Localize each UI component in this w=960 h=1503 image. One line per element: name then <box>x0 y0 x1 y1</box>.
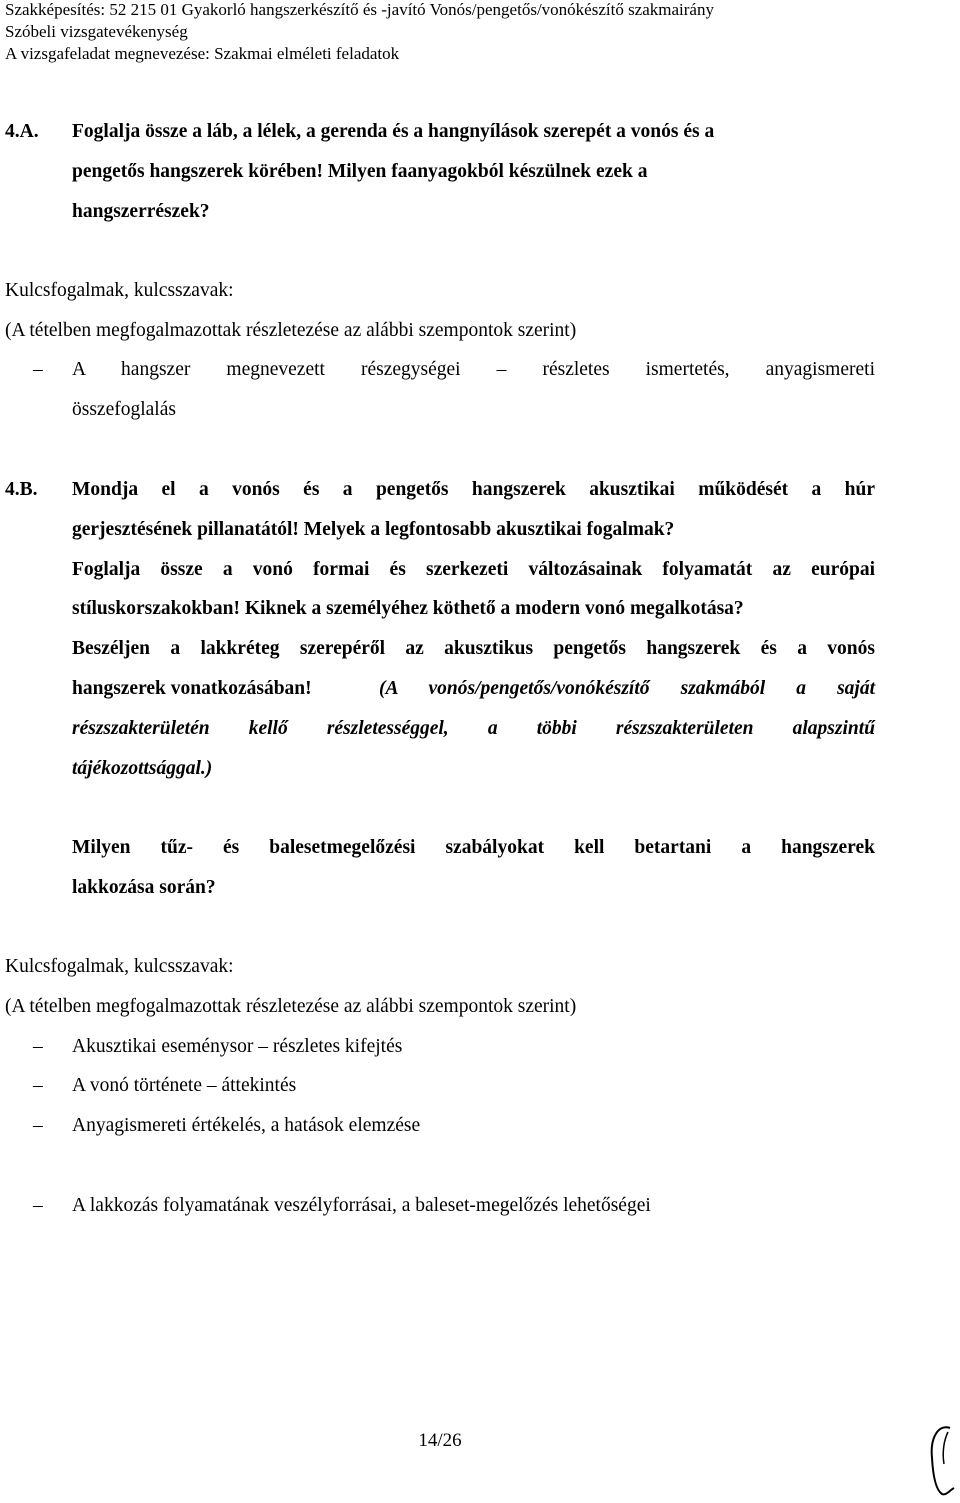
task-b-note-part-1: (A vonós/pengetős/vonókészítő szakmából a saját <box>379 678 875 699</box>
task-a-line-1: Foglalja össze a láb, a lélek, a gerenda és a hangnyílások szerepét a vonós és a <box>72 121 715 142</box>
header-task-name: A vizsgafeladat megnevezése: Szakmai elméleti feladatok <box>5 44 400 63</box>
task-a-bullet-line-2: összefoglalás <box>72 399 176 420</box>
task-b-line-4: stíluskorszakokban! Kiknek a személyéhez köthető a modern vonó megalkotása? <box>72 598 744 619</box>
bullet-dash-icon: – <box>33 1195 43 1216</box>
header-exam-activity: Szóbeli vizsgatevékenység <box>5 22 188 41</box>
task-b-line-2: gerjesztésének pillanatától! Melyek a legfontosabb akusztikai fogalmak? <box>72 519 675 540</box>
task-b-line-6 <box>72 677 312 701</box>
bullet-dash-icon: – <box>33 1036 43 1057</box>
task-b-keywords-title: Kulcsfogalmak, kulcsszavak: <box>5 956 234 977</box>
header-qualification: Szakképesítés: 52 215 01 Gyakorló hangszerkészítő és -javító Vonós/pengetős/vonókészítő szakmairány <box>5 0 714 19</box>
signature-mark-icon <box>920 1418 960 1500</box>
task-a-bullet-line-1: A hangszer megnevezett részegységei – részletes ismertetés, anyagismereti <box>72 359 875 380</box>
task-a-line-2: pengetős hangszerek körében! Milyen faanyagokból készülnek ezek a <box>72 161 648 182</box>
bullet-dash-icon: – <box>33 1115 43 1136</box>
task-b-bullet-3: Anyagismereti értékelés, a hatások elemzése <box>72 1115 421 1136</box>
task-b-line-5: Beszéljen a lakkréteg szerepéről az akusztikus pengetős hangszerek és a vonós <box>72 638 875 659</box>
bullet-dash-icon: – <box>33 1075 43 1096</box>
task-b-safety-line-2: lakkozása során? <box>72 877 216 898</box>
task-b-safety-line-1: Milyen tűz- és balesetmegelőzési szabályokat kell betartani a hangszerek <box>72 837 875 858</box>
task-b-note-line-2: részszakterületén kellő részletességgel, a többi részszakterületen alapszintű <box>72 718 875 739</box>
task-b-line-1: Mondja el a vonós és a pengetős hangszerek akusztikai működését a húr <box>72 479 875 500</box>
task-b-line-6-text: hangszerek vonatkozásában! <box>72 678 312 699</box>
task-a-line-3: hangszerrészek? <box>72 201 210 222</box>
bullet-dash-icon: – <box>33 359 43 380</box>
task-a-label: 4.A. <box>5 121 39 142</box>
task-b-label: 4.B. <box>5 479 38 500</box>
task-a-keywords-intro: (A tételben megfogalmazottak részletezése az alábbi szempontok szerint) <box>5 320 577 341</box>
task-b-keywords-intro: (A tételben megfogalmazottak részletezése az alábbi szempontok szerint) <box>5 996 577 1017</box>
task-b-bullet-2: A vonó története – áttekintés <box>72 1075 297 1096</box>
page-number: 14/26 <box>418 1430 462 1451</box>
task-a-keywords-title: Kulcsfogalmak, kulcsszavak: <box>5 280 234 301</box>
task-b-line-3: Foglalja össze a vonó formai és szerkezeti változásainak folyamatát az európai <box>72 559 875 580</box>
task-b-note-line-3: tájékozottsággal.) <box>72 758 213 779</box>
task-b-bullet-4: A lakkozás folyamatának veszélyforrásai, a baleset-megelőzés lehetőségei <box>72 1195 651 1216</box>
task-b-bullet-1: Akusztikai eseménysor – részletes kifejtés <box>72 1036 403 1057</box>
